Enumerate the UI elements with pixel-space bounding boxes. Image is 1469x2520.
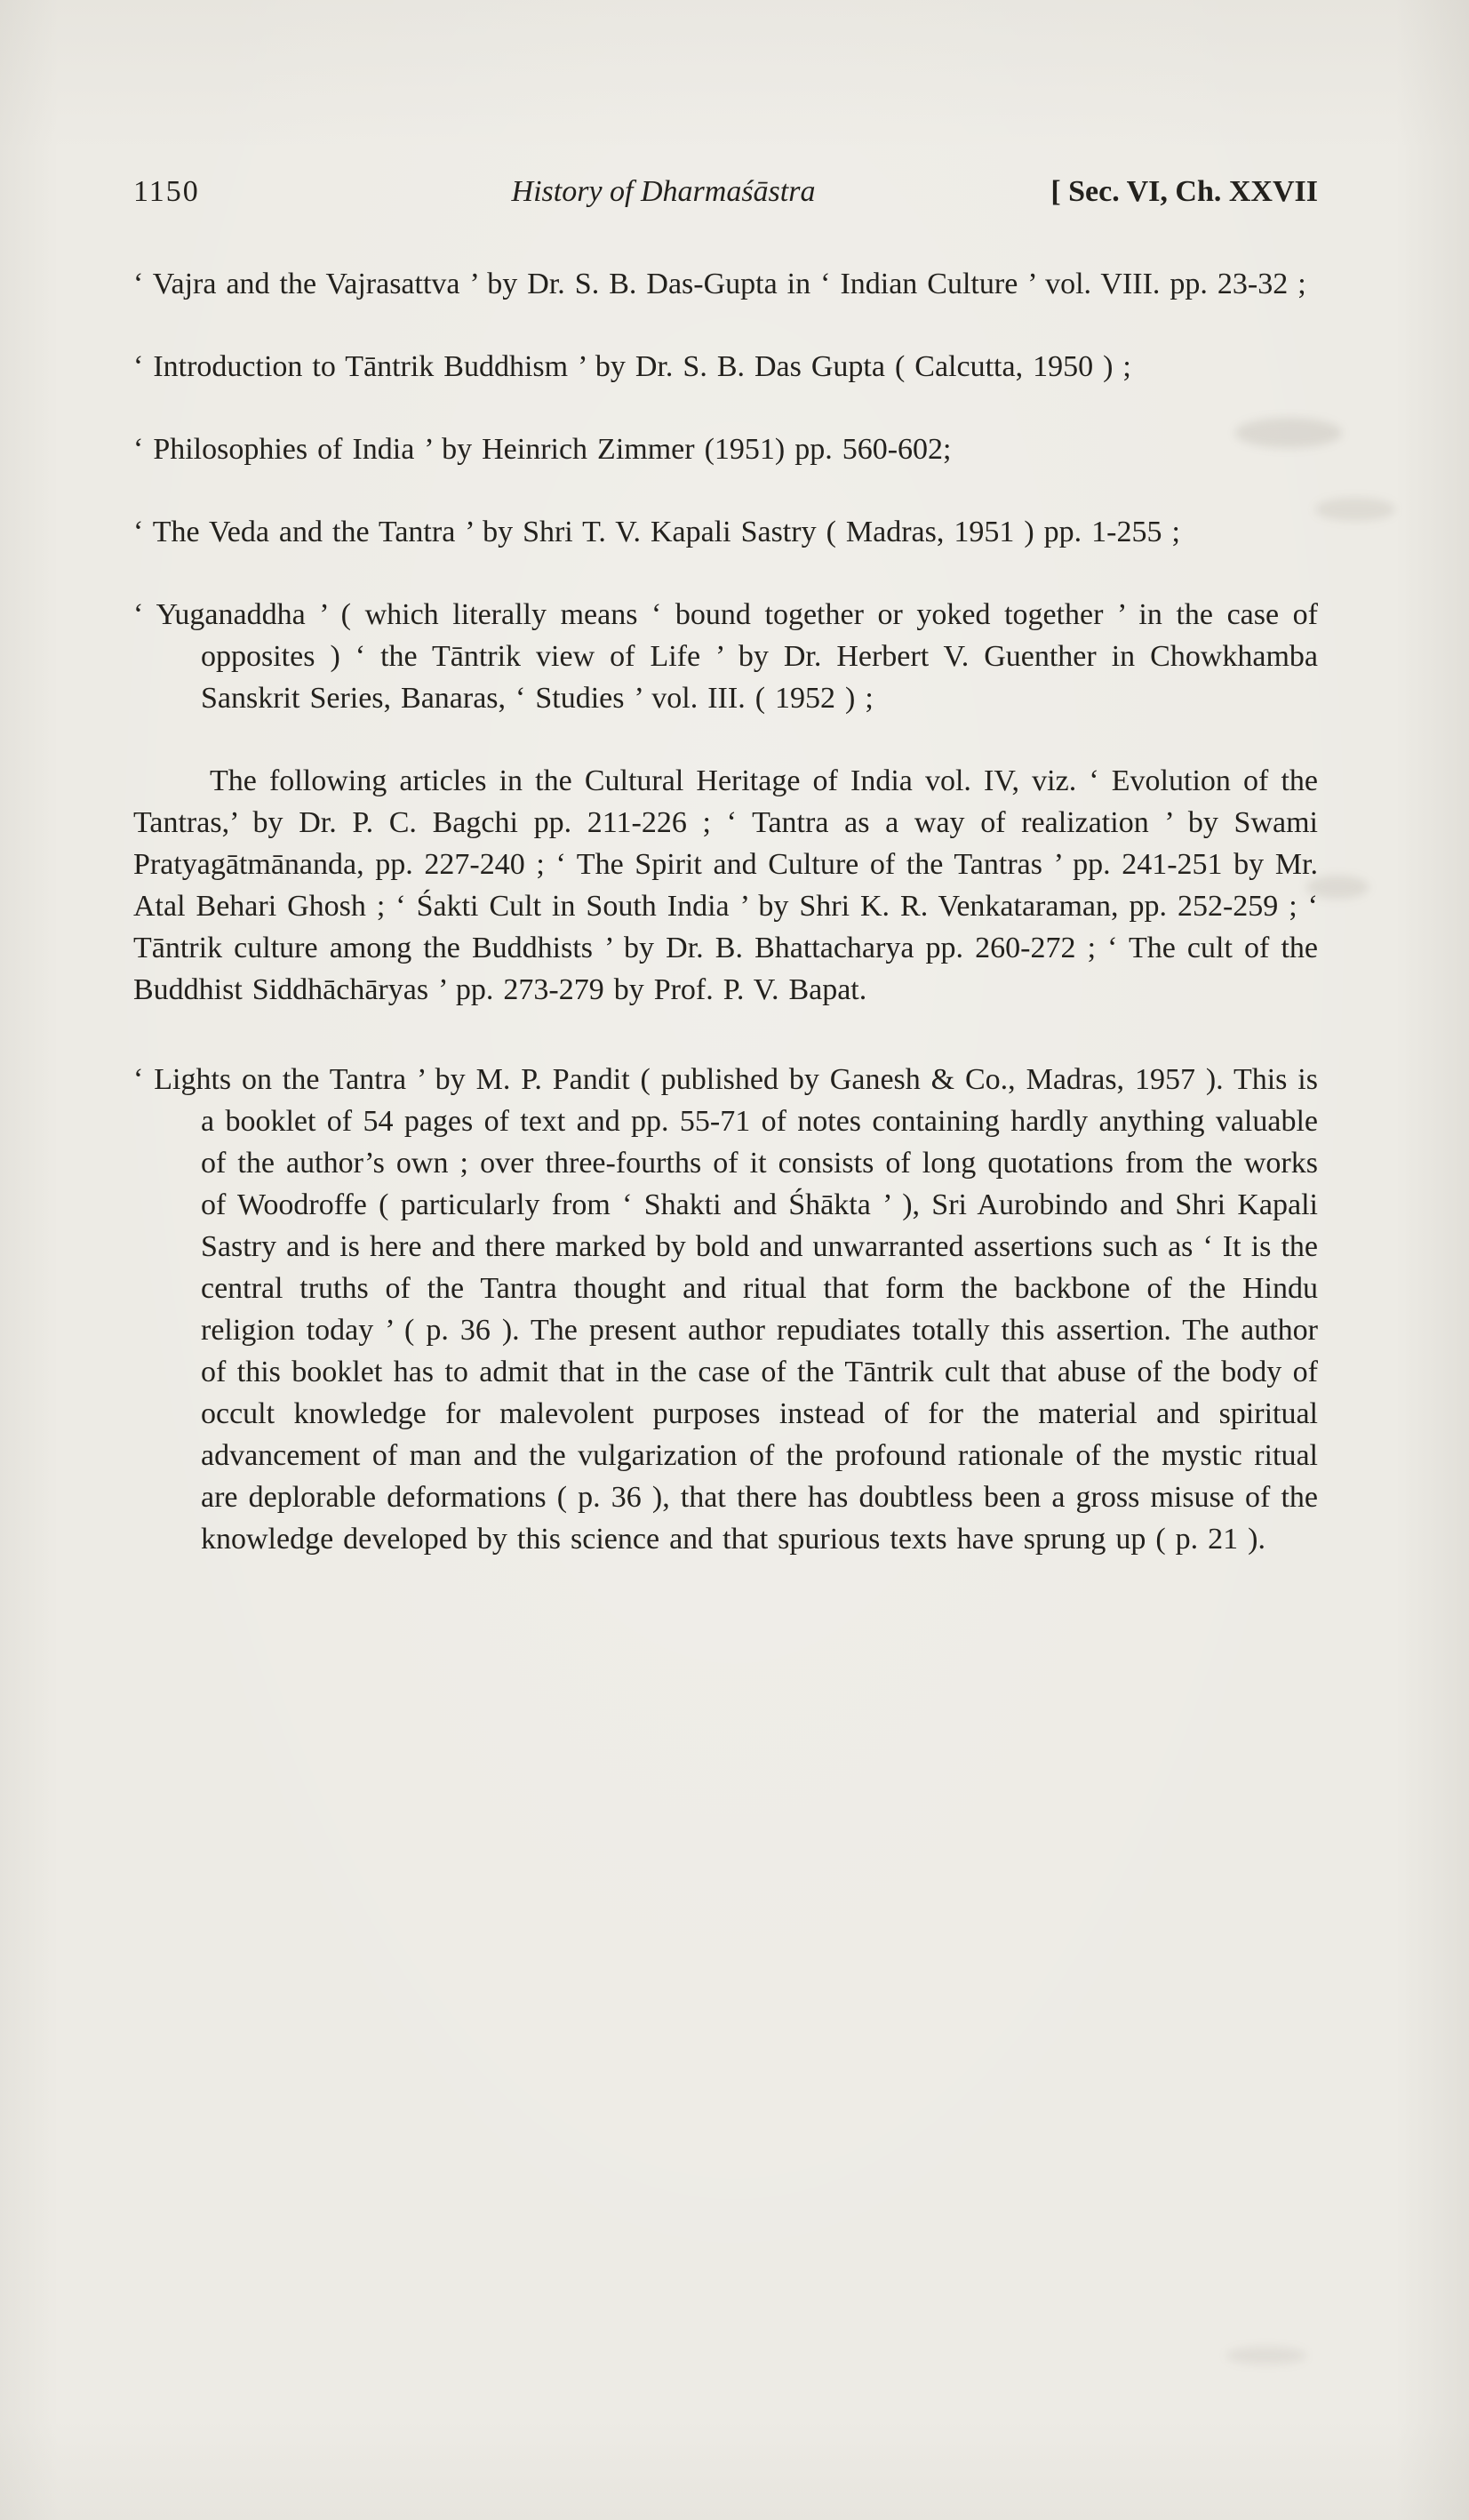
bibliography-entry-philosophies-of-india: ‘ Philosophies of India ’ by Heinrich Zimmer (1951) pp. 560-602; <box>133 433 952 466</box>
bibliography-entry-vajra: ‘ Vajra and the Vajrasattva ’ by Dr. S. B. Das-Gupta in ‘ Indian Culture ’ vol. VIII. pp. 23-32 ; <box>133 268 1306 300</box>
page-content <box>133 263 1318 1560</box>
page-number: 1150 <box>133 175 200 208</box>
bibliography-entry-yuganaddha: ‘ Yuganaddha ’ ( which literally means ‘ bound together or yoked together ’ in the case of opposites ) ‘ the Tāntrik view of Life ’ by Dr. Herbert V. Guenther in Chowkhamba Sanskrit Series, Banaras, ‘ Studies ’ vol. III. ( 1952 ) ; <box>133 598 1318 715</box>
bibliography-entry-tantrik-buddhism: ‘ Introduction to Tāntrik Buddhism ’ by Dr. S. B. Das Gupta ( Calcutta, 1950 ) ; <box>133 350 1131 383</box>
bibliography-entry-veda-and-tantra: ‘ The Veda and the Tantra ’ by Shri T. V. Kapali Sastry ( Madras, 1951 ) pp. 1-255 ; <box>133 516 1180 548</box>
scan-smudge <box>1226 2347 1306 2364</box>
book-title: History of Dharmaśāstra <box>511 175 816 208</box>
scan-smudge <box>1315 498 1395 521</box>
paragraph-cultural-heritage-articles: The following articles in the Cultural Heritage of India vol. IV, viz. ‘ Evolution of the Tantras,’ by Dr. P. C. Bagchi pp. 211-226 ; ‘ Tantra as a way of realization ’ by Swami Pratyagātmānanda, pp. 227-240 ; ‘ The Spirit and Culture of the Tantras ’ pp. 241-251 by Mr. Atal Behari Ghosh ; ‘ Śakti Cult in South India ’ by Shri K. R. Venkataraman, pp. 252-259 ; ‘ Tāntrik culture among the Buddhists ’ by Dr. B. Bhattacharya pp. 260-272 ; ‘ The cult of the Buddhist Siddhāchāryas ’ pp. 273-279 by Prof. P. V. Bapat. <box>133 764 1318 1006</box>
paragraph-lights-on-the-tantra-review: ‘ Lights on the Tantra ’ by M. P. Pandit ( published by Ganesh & Co., Madras, 1957 ). This is a booklet of 54 pages of text and pp. 55-71 of notes containing hardly anything valuable of the author’s own ; over three-fourths of it consists of long quotations from the works of Woodroffe ( particularly from ‘ Shakti and Śhākta ’ ), Sri Aurobindo and Shri Kapali Sastry and is here and there marked by bold and unwarranted assertions such as ‘ It is the central truths of the Tantra thought and ritual that form the backbone of the Hindu religion today ’ ( p. 36 ). The present author repudiates totally this assertion. The author of this booklet has to admit that in the case of the Tāntrik cult that abuse of the body of occult knowledge for malevolent purposes instead of for the material and spiritual advancement of man and the vulgarization of the profound rationale of the mystic ritual are deplorable deformations ( p. 36 ), that there has doubtless been a gross misuse of the knowledge developed by this science and that spurious texts have sprung up ( p. 21 ). <box>133 1063 1318 1556</box>
page-header <box>133 174 1318 210</box>
section-chapter-reference: [ Sec. VI, Ch. XXVII <box>1050 175 1318 208</box>
